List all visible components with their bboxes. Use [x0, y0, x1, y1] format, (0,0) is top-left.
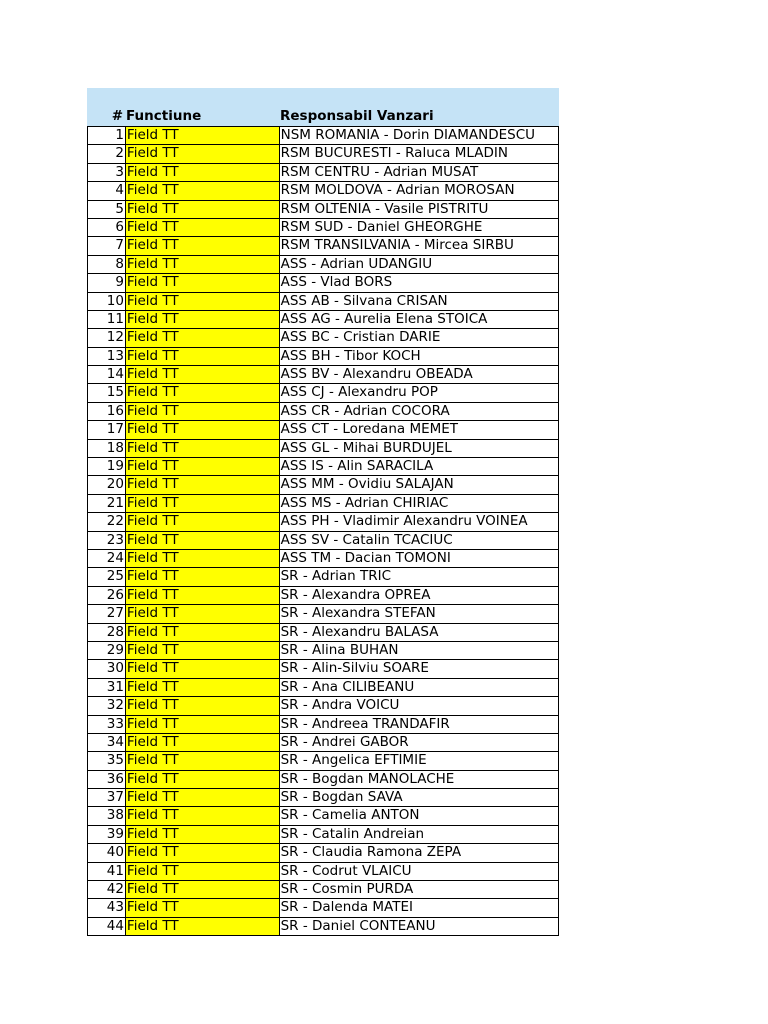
row-number-cell: 38: [88, 807, 126, 824]
functiune-cell: Field TT: [126, 421, 280, 438]
responsabil-cell: SR - Andra VOICU: [280, 697, 559, 714]
row-number-cell: 30: [88, 660, 126, 677]
responsabil-cell: SR - Andrei GABOR: [280, 734, 559, 751]
row-number-cell: 35: [88, 752, 126, 769]
functiune-cell: Field TT: [126, 366, 280, 383]
responsabil-cell: SR - Alexandra OPREA: [280, 587, 559, 604]
table-row: [88, 440, 559, 458]
row-number-cell: 7: [88, 237, 126, 254]
row-number-cell: 23: [88, 532, 126, 549]
functiune-cell: Field TT: [126, 237, 280, 254]
row-number-cell: 24: [88, 550, 126, 567]
row-number-cell: 28: [88, 624, 126, 641]
row-number-cell: 17: [88, 421, 126, 438]
row-number-cell: 40: [88, 844, 126, 861]
functiune-cell: Field TT: [126, 568, 280, 585]
row-number-cell: 13: [88, 348, 126, 365]
row-number-cell: 37: [88, 789, 126, 806]
responsabil-cell: SR - Codrut VLAICU: [280, 863, 559, 880]
functiune-cell: Field TT: [126, 697, 280, 714]
functiune-cell: Field TT: [126, 752, 280, 769]
table-row: [88, 605, 559, 623]
responsabil-cell: ASS GL - Mihai BURDUJEL: [280, 440, 559, 457]
functiune-cell: Field TT: [126, 384, 280, 401]
header-functiune: Functiune: [126, 108, 202, 124]
table-row: [88, 274, 559, 292]
responsabil-cell: SR - Dalenda MATEI: [280, 899, 559, 916]
row-number-cell: 20: [88, 476, 126, 493]
row-number-cell: 10: [88, 293, 126, 310]
table-row: [88, 807, 559, 825]
table-row: [88, 366, 559, 384]
row-number-cell: 2: [88, 145, 126, 162]
responsabil-cell: ASS PH - Vladimir Alexandru VOINEA: [280, 513, 559, 530]
functiune-cell: Field TT: [126, 329, 280, 346]
functiune-cell: Field TT: [126, 201, 280, 218]
row-number-cell: 5: [88, 201, 126, 218]
responsabil-cell: SR - Camelia ANTON: [280, 807, 559, 824]
responsabil-cell: ASS MS - Adrian CHIRIAC: [280, 495, 559, 512]
table-row: [88, 642, 559, 660]
table-row: [88, 771, 559, 789]
row-number-cell: 9: [88, 274, 126, 291]
responsabil-cell: SR - Alexandru BALASA: [280, 624, 559, 641]
responsabil-cell: SR - Angelica EFTIMIE: [280, 752, 559, 769]
row-number-cell: 4: [88, 182, 126, 199]
functiune-cell: Field TT: [126, 789, 280, 806]
responsabil-cell: ASS CJ - Alexandru POP: [280, 384, 559, 401]
row-number-cell: 11: [88, 311, 126, 328]
responsabil-cell: SR - Adrian TRIC: [280, 568, 559, 585]
row-number-cell: 1: [88, 127, 126, 144]
responsabil-cell: ASS SV - Catalin TCACIUC: [280, 532, 559, 549]
row-number-cell: 27: [88, 605, 126, 622]
table-row: [88, 219, 559, 237]
functiune-cell: Field TT: [126, 826, 280, 843]
responsabil-cell: SR - Catalin Andreian: [280, 826, 559, 843]
header-number: #: [111, 108, 123, 124]
functiune-cell: Field TT: [126, 624, 280, 641]
responsabil-cell: RSM CENTRU - Adrian MUSAT: [280, 164, 559, 181]
responsabil-cell: ASS AB - Silvana CRISAN: [280, 293, 559, 310]
functiune-cell: Field TT: [126, 844, 280, 861]
table-row: [88, 918, 559, 936]
responsabil-cell: ASS - Vlad BORS: [280, 274, 559, 291]
functiune-cell: Field TT: [126, 734, 280, 751]
responsabil-cell: NSM ROMANIA - Dorin DIAMANDESCU: [280, 127, 559, 144]
table-row: [88, 550, 559, 568]
functiune-cell: Field TT: [126, 605, 280, 622]
spreadsheet-table: [87, 88, 559, 936]
responsabil-cell: RSM TRANSILVANIA - Mircea SIRBU: [280, 237, 559, 254]
functiune-cell: Field TT: [126, 182, 280, 199]
responsabil-cell: ASS CT - Loredana MEMET: [280, 421, 559, 438]
row-number-cell: 19: [88, 458, 126, 475]
responsabil-cell: SR - Claudia Ramona ZEPA: [280, 844, 559, 861]
table-row: [88, 329, 559, 347]
table-row: [88, 881, 559, 899]
responsabil-cell: RSM SUD - Daniel GHEORGHE: [280, 219, 559, 236]
row-number-cell: 41: [88, 863, 126, 880]
responsabil-cell: SR - Bogdan MANOLACHE: [280, 771, 559, 788]
functiune-cell: Field TT: [126, 164, 280, 181]
table-row: [88, 201, 559, 219]
responsabil-cell: RSM OLTENIA - Vasile PISTRITU: [280, 201, 559, 218]
row-number-cell: 3: [88, 164, 126, 181]
header-responsabil-vanzari: Responsabil Vanzari: [280, 108, 434, 124]
table-row: [88, 624, 559, 642]
row-number-cell: 18: [88, 440, 126, 457]
functiune-cell: Field TT: [126, 348, 280, 365]
row-number-cell: 33: [88, 716, 126, 733]
responsabil-cell: ASS IS - Alin SARACILA: [280, 458, 559, 475]
functiune-cell: Field TT: [126, 679, 280, 696]
functiune-cell: Field TT: [126, 532, 280, 549]
functiune-cell: Field TT: [126, 550, 280, 567]
functiune-cell: Field TT: [126, 274, 280, 291]
table-row: [88, 734, 559, 752]
responsabil-cell: ASS BC - Cristian DARIE: [280, 329, 559, 346]
table-row: [88, 568, 559, 586]
functiune-cell: Field TT: [126, 716, 280, 733]
table-row: [88, 256, 559, 274]
table-row: [88, 716, 559, 734]
responsabil-cell: ASS CR - Adrian COCORA: [280, 403, 559, 420]
responsabil-cell: ASS BH - Tibor KOCH: [280, 348, 559, 365]
table-row: [88, 127, 559, 145]
table-row: [88, 348, 559, 366]
responsabil-cell: RSM BUCURESTI - Raluca MLADIN: [280, 145, 559, 162]
row-number-cell: 14: [88, 366, 126, 383]
functiune-cell: Field TT: [126, 440, 280, 457]
functiune-cell: Field TT: [126, 771, 280, 788]
responsabil-cell: ASS AG - Aurelia Elena STOICA: [280, 311, 559, 328]
functiune-cell: Field TT: [126, 807, 280, 824]
responsabil-cell: ASS MM - Ovidiu SALAJAN: [280, 476, 559, 493]
row-number-cell: 31: [88, 679, 126, 696]
functiune-cell: Field TT: [126, 918, 280, 935]
row-number-cell: 29: [88, 642, 126, 659]
row-number-cell: 43: [88, 899, 126, 916]
responsabil-cell: ASS BV - Alexandru OBEADA: [280, 366, 559, 383]
row-number-cell: 21: [88, 495, 126, 512]
responsabil-cell: SR - Alin-Silviu SOARE: [280, 660, 559, 677]
table-row: [88, 532, 559, 550]
functiune-cell: Field TT: [126, 127, 280, 144]
functiune-cell: Field TT: [126, 899, 280, 916]
table-header: [87, 88, 559, 126]
table-row: [88, 697, 559, 715]
functiune-cell: Field TT: [126, 587, 280, 604]
table-row: [88, 403, 559, 421]
table-row: [88, 458, 559, 476]
row-number-cell: 15: [88, 384, 126, 401]
table-row: [88, 384, 559, 402]
row-number-cell: 8: [88, 256, 126, 273]
responsabil-cell: SR - Cosmin PURDA: [280, 881, 559, 898]
functiune-cell: Field TT: [126, 458, 280, 475]
responsabil-cell: ASS TM - Dacian TOMONI: [280, 550, 559, 567]
responsabil-cell: SR - Alexandra STEFAN: [280, 605, 559, 622]
table-row: [88, 826, 559, 844]
responsabil-cell: SR - Bogdan SAVA: [280, 789, 559, 806]
functiune-cell: Field TT: [126, 311, 280, 328]
table-row: [88, 863, 559, 881]
table-row: [88, 145, 559, 163]
table-row: [88, 182, 559, 200]
table-row: [88, 844, 559, 862]
table-row: [88, 587, 559, 605]
row-number-cell: 32: [88, 697, 126, 714]
table-row: [88, 899, 559, 917]
functiune-cell: Field TT: [126, 145, 280, 162]
functiune-cell: Field TT: [126, 660, 280, 677]
table-row: [88, 752, 559, 770]
functiune-cell: Field TT: [126, 293, 280, 310]
row-number-cell: 39: [88, 826, 126, 843]
row-number-cell: 44: [88, 918, 126, 935]
functiune-cell: Field TT: [126, 403, 280, 420]
row-number-cell: 12: [88, 329, 126, 346]
table-row: [88, 421, 559, 439]
table-row: [88, 660, 559, 678]
responsabil-cell: SR - Daniel CONTEANU: [280, 918, 559, 935]
functiune-cell: Field TT: [126, 863, 280, 880]
functiune-cell: Field TT: [126, 642, 280, 659]
responsabil-cell: SR - Alina BUHAN: [280, 642, 559, 659]
table-row: [88, 293, 559, 311]
functiune-cell: Field TT: [126, 513, 280, 530]
table-row: [88, 164, 559, 182]
table-row: [88, 476, 559, 494]
table-row: [88, 237, 559, 255]
functiune-cell: Field TT: [126, 495, 280, 512]
row-number-cell: 42: [88, 881, 126, 898]
functiune-cell: Field TT: [126, 256, 280, 273]
responsabil-cell: SR - Ana CILIBEANU: [280, 679, 559, 696]
row-number-cell: 26: [88, 587, 126, 604]
responsabil-cell: SR - Andreea TRANDAFIR: [280, 716, 559, 733]
table-body: [87, 126, 559, 936]
table-row: [88, 513, 559, 531]
row-number-cell: 34: [88, 734, 126, 751]
table-row: [88, 789, 559, 807]
functiune-cell: Field TT: [126, 476, 280, 493]
table-row: [88, 679, 559, 697]
row-number-cell: 25: [88, 568, 126, 585]
responsabil-cell: RSM MOLDOVA - Adrian MOROSAN: [280, 182, 559, 199]
row-number-cell: 6: [88, 219, 126, 236]
table-row: [88, 495, 559, 513]
functiune-cell: Field TT: [126, 881, 280, 898]
row-number-cell: 36: [88, 771, 126, 788]
functiune-cell: Field TT: [126, 219, 280, 236]
table-row: [88, 311, 559, 329]
row-number-cell: 22: [88, 513, 126, 530]
row-number-cell: 16: [88, 403, 126, 420]
responsabil-cell: ASS - Adrian UDANGIU: [280, 256, 559, 273]
